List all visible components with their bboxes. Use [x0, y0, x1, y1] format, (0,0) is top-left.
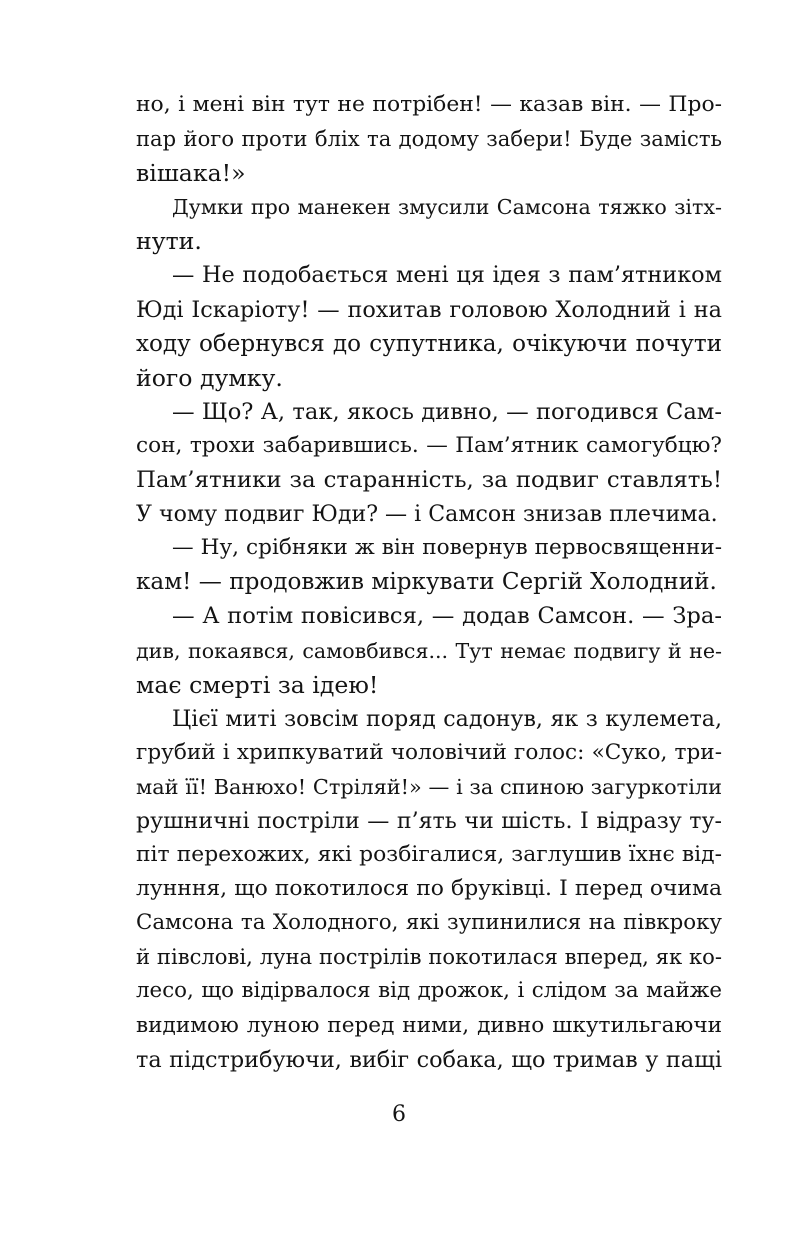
text-line: — Ну, срібняки ж він повернув первосвященни- [172, 535, 722, 561]
text-line: має смерті за ідею! [136, 670, 379, 699]
text-line: Самсона та Холодного, які зупинилися на півкроку [136, 910, 722, 936]
text-line: сон, трохи забарившись. — Пам’ятник самогубцю? [136, 432, 722, 458]
text-line: Думки про манекен змусили Самсона тяжко зітх- [172, 195, 722, 220]
text-line: — А потім повісився, — додав Самсон. — Зра- [172, 603, 722, 630]
text-line: та підстрибуючи, вибіг собака, що тримав у пащі [136, 1046, 722, 1073]
text-line: пар його проти бліх та додому забери! Буде замість [136, 126, 722, 152]
text-line: ходу обернувся до супутника, очікуючи почути [136, 330, 722, 357]
text-line: Цієї миті зовсім поряд садонув, як з кулемета, [172, 705, 722, 732]
text-line: піт перехожих, які розбігалися, заглушив їхнє від- [136, 842, 722, 868]
text-line: вішака!» [136, 159, 246, 188]
text-line: нути. [136, 227, 202, 256]
text-line: но, і мені він тут не потрібен! — казав він. — Про- [136, 92, 722, 117]
text-line: грубий і хрипкуватий чоловічий голос: «Суко, три- [136, 739, 722, 765]
text-line: кам! — продовжив міркувати Сергій Холодний. [136, 569, 717, 596]
text-line: У чому подвиг Юди? — і Самсон знизав плечима. [136, 501, 718, 528]
body-text [136, 88, 722, 1077]
text-line: май її! Ванюхо! Стріляй!» — і за спиною загуркотіли [136, 774, 722, 799]
page-number: 6 [392, 1102, 406, 1127]
text-line: Юді Іскаріоту! — похитав головою Холодний і на [136, 296, 722, 323]
text-line: Пам’ятники за старанність, за подвиг ставлять! [136, 467, 722, 494]
text-line: — Не подобається мені ця ідея з пам’ятником [172, 262, 722, 289]
text-line: — Що? А, так, якось дивно, — погодився Сам- [172, 398, 722, 425]
text-line: видимою луною перед ними, дивно шкутильгаючи [136, 1012, 722, 1038]
text-line: лесо, що відірвалося від дрожок, і слідом за майже [136, 978, 722, 1004]
text-line: й півслові, луна пострілів покотилася вперед, як ко- [136, 944, 722, 970]
text-line: лунння, що покотилося по бруківці. І перед очима [136, 876, 722, 902]
text-line: його думку. [136, 363, 283, 392]
text-line: див, покаявся, самовбився... Тут немає подвигу й не- [136, 638, 722, 663]
text-line: рушничні постріли — п’ять чи шість. І відразу ту- [136, 807, 722, 834]
